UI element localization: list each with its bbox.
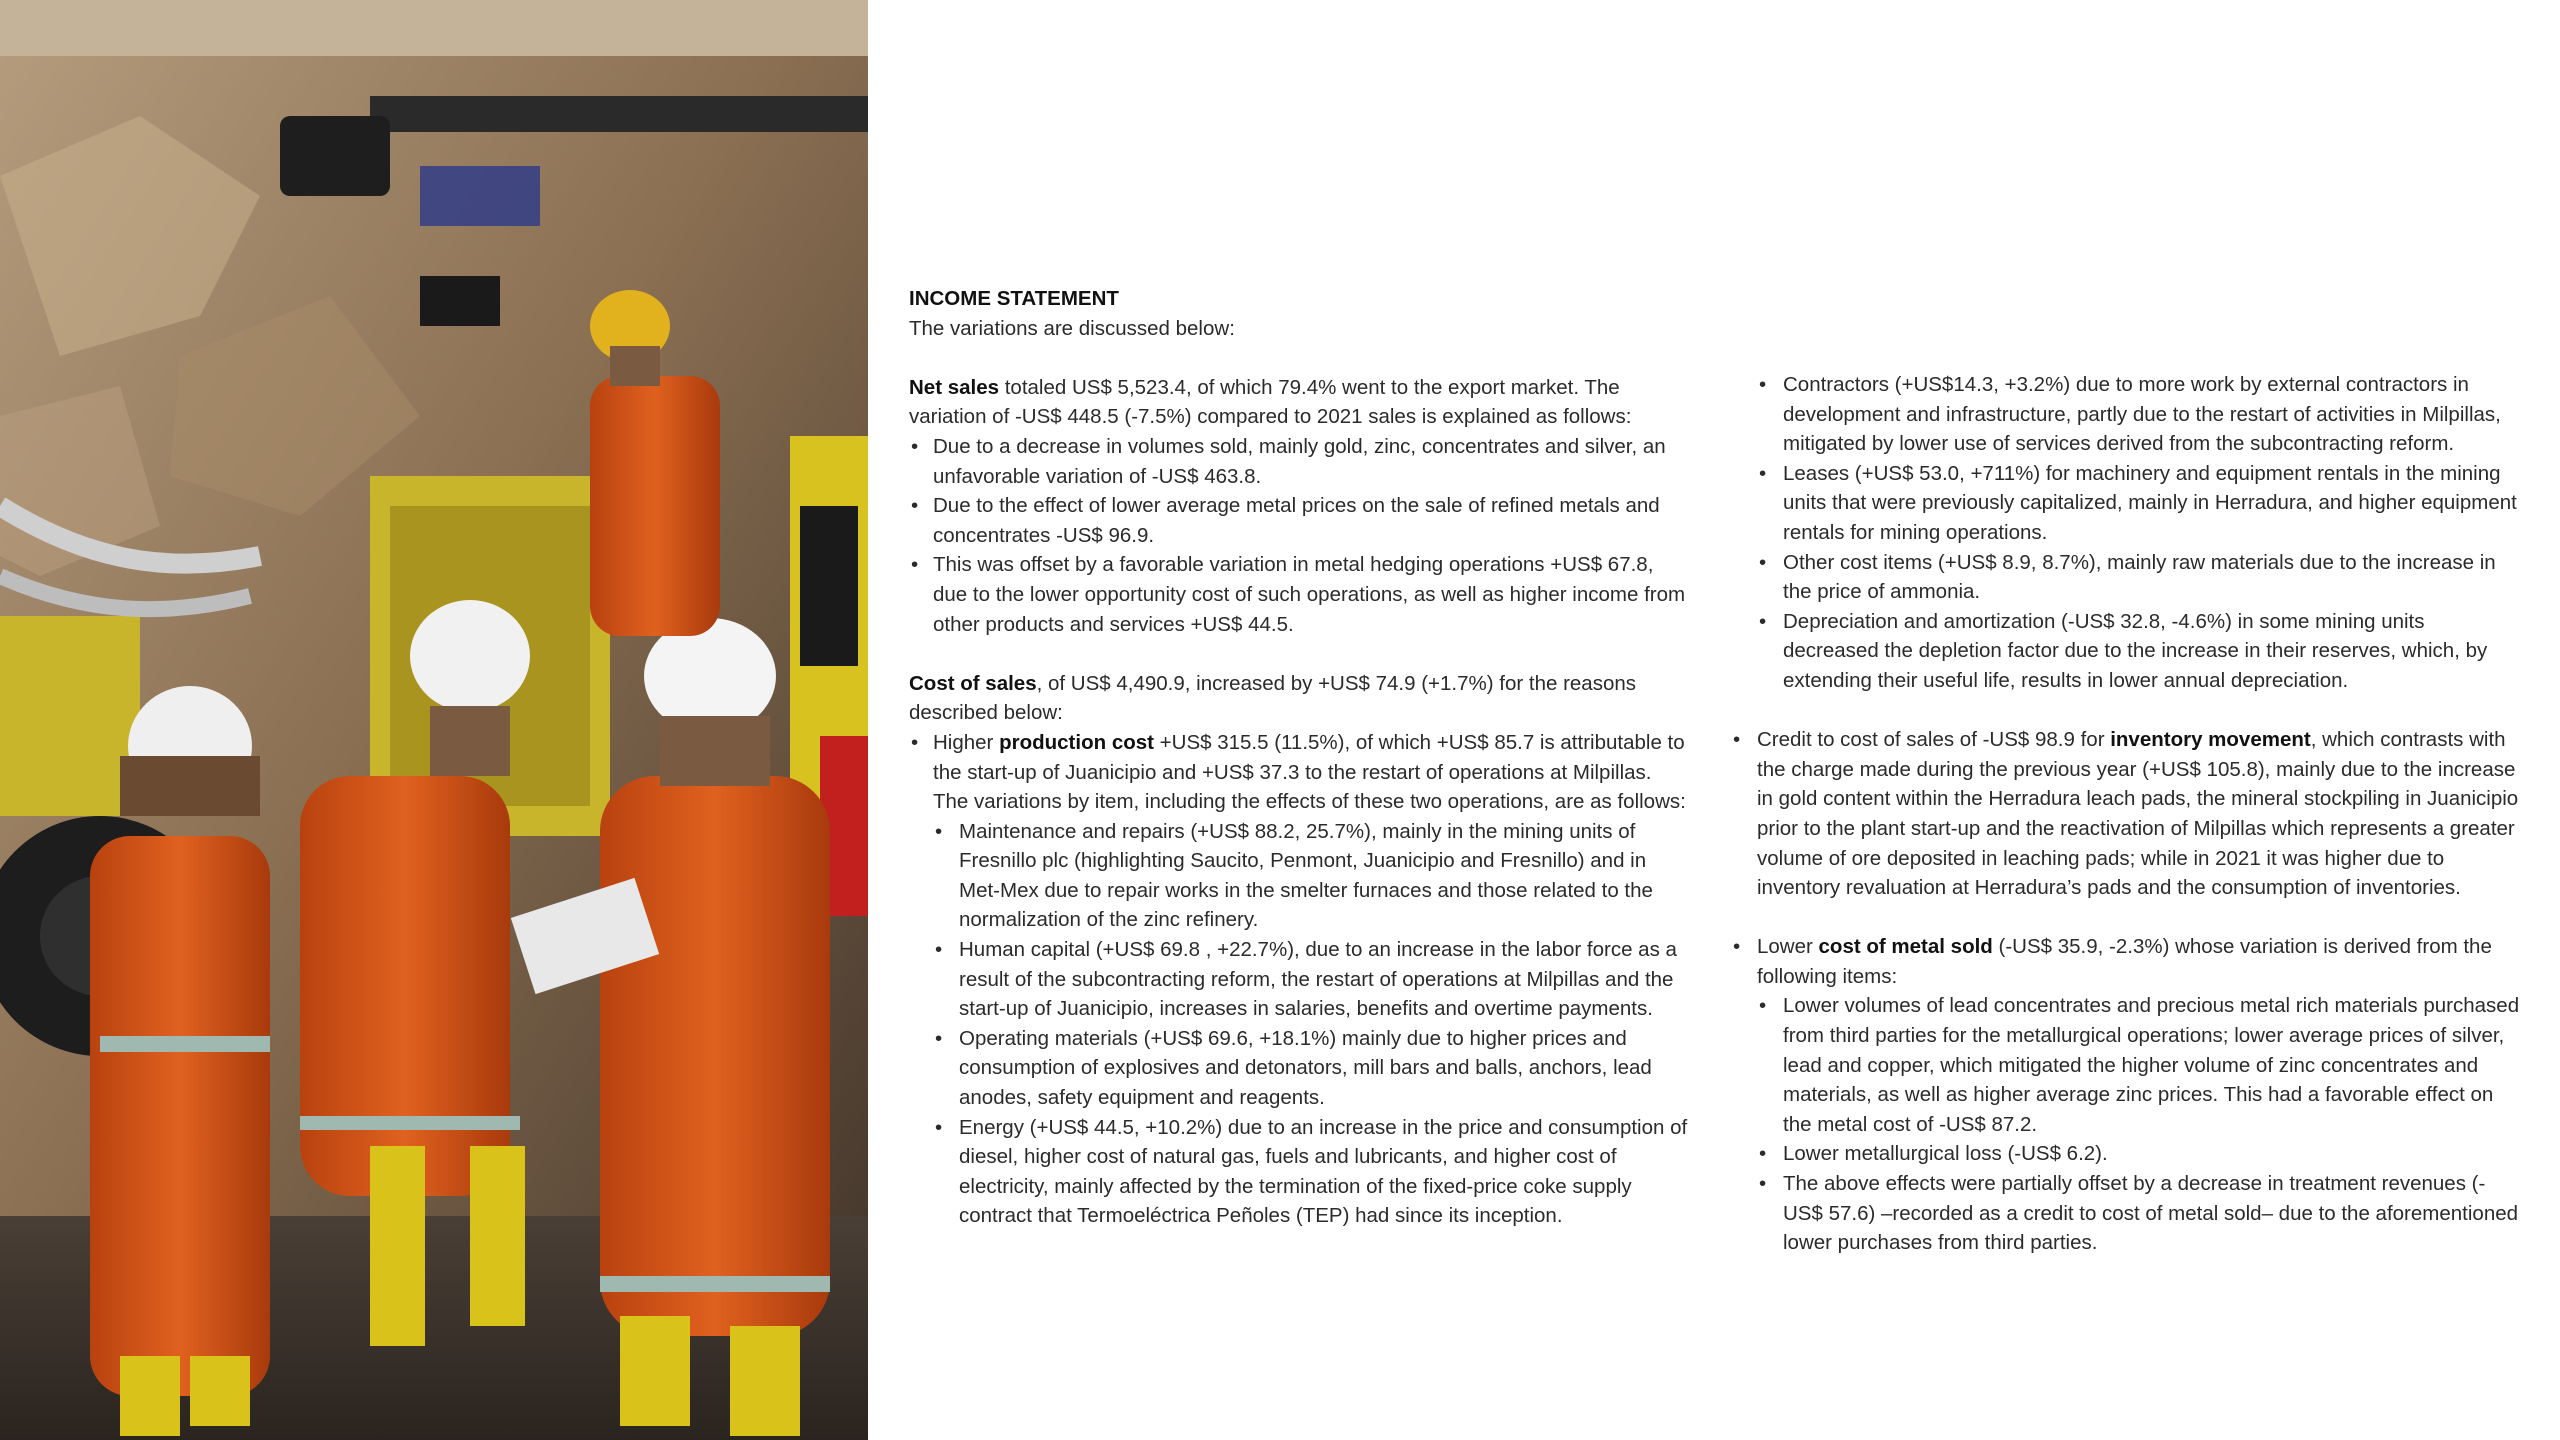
list-item: • Energy (+US$ 44.5, +10.2%) due to an increase in the price and consumption of diesel, higher cost of natural gas, fuels and lubricants, and higher cost of electricity, mainly affected by the termination of the fixed-price coke supply contract that Termoeléctrica Peñoles (TEP) had since its inception. [933, 1113, 1689, 1231]
inventory-movement-text: , which contrasts with the charge made during the previous year (+US$ 105.8), mainly due to the increase in gold content within the Herradura leach pads, the mineral stockpiling in Juanicipio prior to the plant start-up and the reactivation of Milpillas which represents a greater volume of ore deposited in leaching pads; while in 2021 it was higher due to inventory revaluation at Herradura’s pads and the consumption of inventories. [1757, 728, 2519, 900]
metal-cost-list [1731, 932, 2521, 1258]
cost-of-metal-sold-item [1731, 932, 2521, 1258]
photo-panel [0, 0, 868, 1440]
cost-of-metal-sold-label: cost of metal sold [1818, 935, 1993, 959]
production-cost-sublist-continued [1731, 370, 2521, 696]
inventory-movement-item [1731, 725, 2521, 903]
cost-of-sales-text: , of US$ 4,490.9, increased by +US$ 74.9 (+1.7%) for the reasons described below: [909, 671, 1637, 725]
list-item: • Maintenance and repairs (+US$ 88.2, 25.7%), mainly in the mining units of Fresnillo plc (highlighting Saucito, Penmont, Juanicipio and Fresnillo) and in Met-Mex due to repair works in the smelter furnaces and those related to the normalization of the zinc refinery. [933, 817, 1689, 935]
section-intro: The variations are discussed below: [909, 316, 1235, 340]
list-item: • Operating materials (+US$ 69.6, +18.1%) mainly due to higher prices and consumption of explosives and detonators, mill bars and balls, anchors, lead anodes, safety equipment and reagents. [933, 1024, 1689, 1113]
list-item: • Due to a decrease in volumes sold, mainly gold, zinc, concentrates and silver, an unfavorable variation of -US$ 463.8. [909, 432, 1689, 491]
net-sales-text: totaled US$ 5,523.4, of which 79.4% went to the export market. The variation of -US$ 448.5 (-7.5%) compared to 2021 sales is explained as follows: [909, 375, 1632, 429]
text-column-left [909, 284, 1689, 1231]
net-sales-label: Net sales [909, 375, 1000, 399]
cost-of-sales-paragraph [909, 669, 1689, 728]
list-item: • Lower volumes of lead concentrates and precious metal rich materials purchased from third parties for the metallurgical operations; lower average prices of silver, lead and copper, which mitigated the higher volume of zinc concentrates and materials, as well as higher average zinc prices. This had a favorable effect on the metal cost of -US$ 87.2. [1757, 991, 2521, 1139]
production-cost-item [909, 728, 1689, 1231]
list-item: • This was offset by a favorable variation in metal hedging operations +US$ 67.8, due to the lower opportunity cost of such operations, as well as higher income from other products and services +US$ 44.5. [909, 550, 1689, 639]
production-cost-prefix: Higher [933, 730, 1000, 754]
list-item: • Lower metallurgical loss (-US$ 6.2). [1757, 1139, 2521, 1169]
list-item: • Contractors (+US$14.3, +3.2%) due to more work by external contractors in development and infrastructure, partly due to the restart of activities in Milpillas, mitigated by lower use of services derived from the subcontracting reform. [1757, 370, 2521, 459]
top-color-band [0, 0, 868, 56]
metal-cost-prefix: Lower [1757, 935, 1819, 959]
cost-of-metal-sold-text: (-US$ 35.9, -2.3%) whose variation is derived from the following items: [1757, 935, 2492, 988]
list-item: • Other cost items (+US$ 8.9, 8.7%), mainly raw materials due to the increase in the price of ammonia. [1757, 548, 2521, 607]
metal-cost-sublist [1757, 991, 2521, 1257]
inventory-prefix: Credit to cost of sales of -US$ 98.9 for [1757, 728, 2111, 752]
production-cost-label: production cost [999, 730, 1154, 754]
list-item: • Leases (+US$ 53.0, +711%) for machinery and equipment rentals in the mining units that were previously capitalized, mainly in Herradura, and higher equipment rentals for mining operations. [1757, 459, 2521, 548]
inventory-movement-label: inventory movement [2110, 728, 2311, 752]
text-column-right [1731, 370, 2521, 1258]
cost-of-sales-list [909, 728, 1689, 1231]
inventory-list [1731, 725, 2521, 903]
list-item: • Due to the effect of lower average metal prices on the sale of refined metals and concentrates -US$ 96.9. [909, 491, 1689, 550]
miners-photo [0, 56, 868, 1440]
net-sales-list [909, 432, 1689, 639]
production-cost-sublist [933, 817, 1689, 1231]
production-cost-text: +US$ 315.5 (11.5%), of which +US$ 85.7 is attributable to the start-up of Juanicipio and +US$ 37.3 to the restart of operations at Milpillas. The variations by item, including the effects of these two operations, are as follows: [933, 730, 1686, 814]
list-item: • Depreciation and amortization (-US$ 32.8, -4.6%) in some mining units decreased the depletion factor due to the increase in their reserves, which, by extending their useful life, results in lower annual depreciation. [1757, 607, 2521, 696]
list-item: • The above effects were partially offset by a decrease in treatment revenues (-US$ 57.6) –recorded as a credit to cost of metal sold– due to the aforementioned lower purchases from third parties. [1757, 1169, 2521, 1258]
net-sales-paragraph [909, 373, 1689, 432]
list-item: • Human capital (+US$ 69.8 , +22.7%), due to an increase in the labor force as a result of the subcontracting reform, the restart of operations at Milpillas and the start-up of Juanicipio, increases in salaries, benefits and overtime payments. [933, 935, 1689, 1024]
section-heading: INCOME STATEMENT [909, 287, 1119, 310]
cost-of-sales-label: Cost of sales [909, 671, 1037, 695]
